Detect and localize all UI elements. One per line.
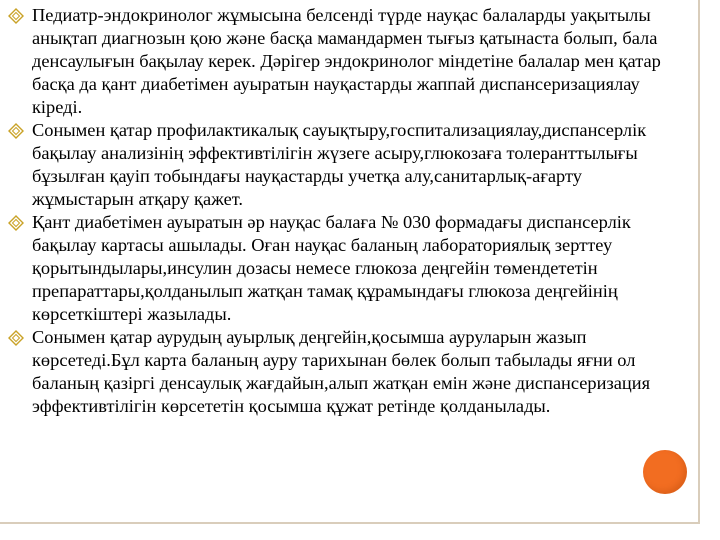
- bullet-list: [8, 4, 688, 418]
- slide-content: [8, 4, 688, 418]
- hollow-diamond-bullet-icon: [8, 123, 24, 139]
- bullet-item: [8, 119, 688, 211]
- hollow-diamond-bullet-icon: [8, 215, 24, 231]
- bullet-text: Қант диабетімен ауыратын әр науқас балаға № 030 формадағы диспансерлік бақылау картасы ашылады. Оған науқас баланың лабораториялық зерттеу қорытындылары,инсулин дозасы немесе глюкоза деңгейін төмендететін препараттары,қолданылып жатқан тамақ құрамындағы глюкоза деңгейінің көрсеткіштері жазылады.: [32, 212, 631, 324]
- bullet-text: Сонымен қатар аурудың ауырлық деңгейін,қосымша ауруларын жазып көрсетеді.Бұл карта баланың ауру тарихынан бөлек болып табылады яғни ол баланың қазіргі денсаулық жағдайын,алып жатқан емін және диспансеризация эффективтілігін көрсететін қосымша құжат ретінде қолданылады.: [32, 327, 651, 416]
- bullet-item: [8, 4, 688, 119]
- decorative-orange-circle: [643, 450, 687, 494]
- bullet-item: [8, 211, 688, 326]
- bullet-item: [8, 326, 688, 418]
- bullet-text: Педиатр-эндокринолог жұмысына белсенді түрде науқас балаларды уақытылы анықтап диагнозын қою және басқа мамандармен тығыз қатынаста болып, бала денсаулығын бақылау керек. Дәрігер эндокринолог міндетіне балалар мен қатар басқа да қант диабетімен ауыратын науқастарды жаппай диспансеризациялау кіреді.: [32, 5, 661, 117]
- hollow-diamond-bullet-icon: [8, 8, 24, 24]
- hollow-diamond-bullet-icon: [8, 330, 24, 346]
- bullet-text: Сонымен қатар профилактикалық сауықтыру,госпитализациялау,диспансерлік бақылау анализінің эффективтілігін жүзеге асыру,глюкозаға толеранттылығы бұзылған қауіп тобындағы науқастарды учетқа алу,санитарлық-ағарту жұмыстарын атқару қажет.: [32, 120, 647, 209]
